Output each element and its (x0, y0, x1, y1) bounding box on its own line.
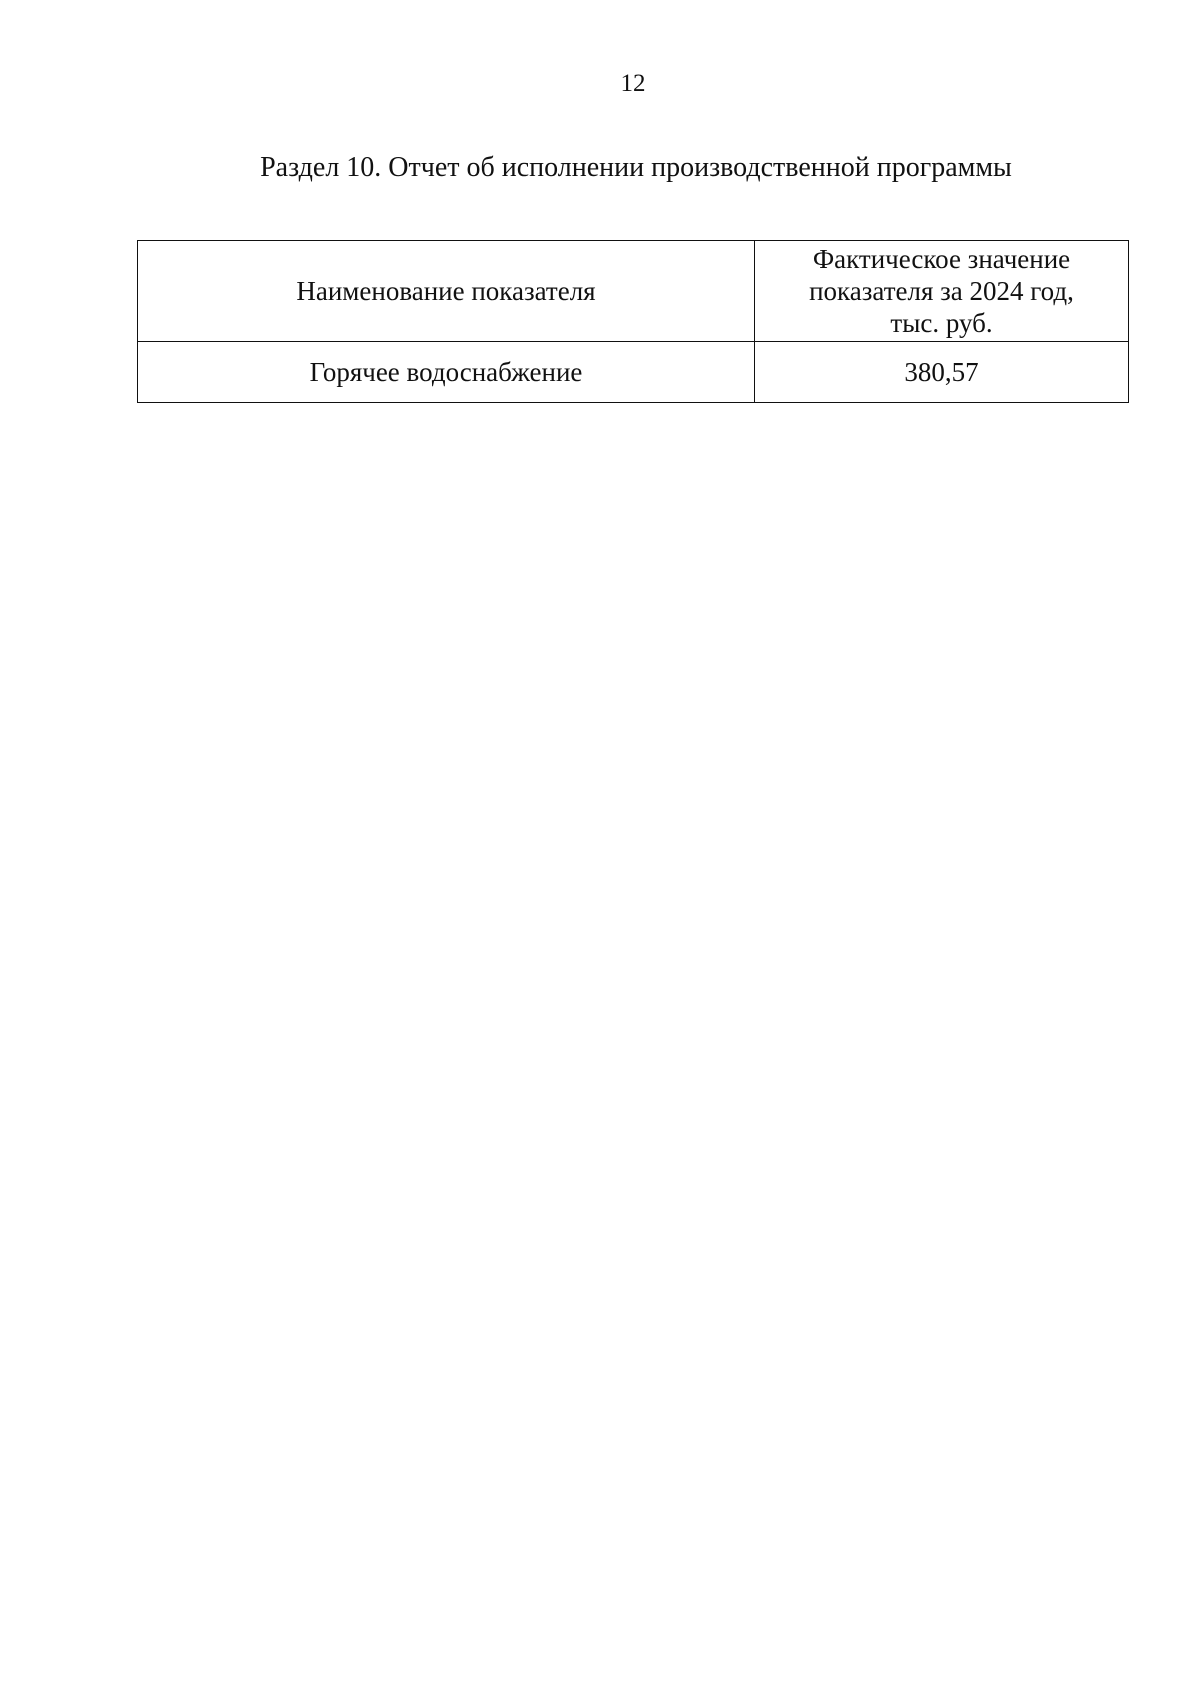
section-title: Раздел 10. Отчет об исполнении производственной программы (260, 152, 1012, 183)
header-actual-value-line-2: показателя за 2024 год, (809, 276, 1074, 306)
report-table (137, 240, 1129, 403)
header-indicator-name: Наименование показателя (138, 241, 755, 342)
header-actual-value-line-3: тыс. руб. (890, 308, 993, 338)
page-number: 12 (620, 70, 646, 97)
header-actual-value-line-1: Фактическое значение (812, 244, 1071, 274)
header-actual-value (755, 241, 1129, 342)
table-row (138, 342, 1129, 403)
row-actual-value: 380,57 (755, 342, 1129, 403)
row-indicator-name: Горячее водоснабжение (138, 342, 755, 403)
table-header-row (138, 241, 1129, 342)
